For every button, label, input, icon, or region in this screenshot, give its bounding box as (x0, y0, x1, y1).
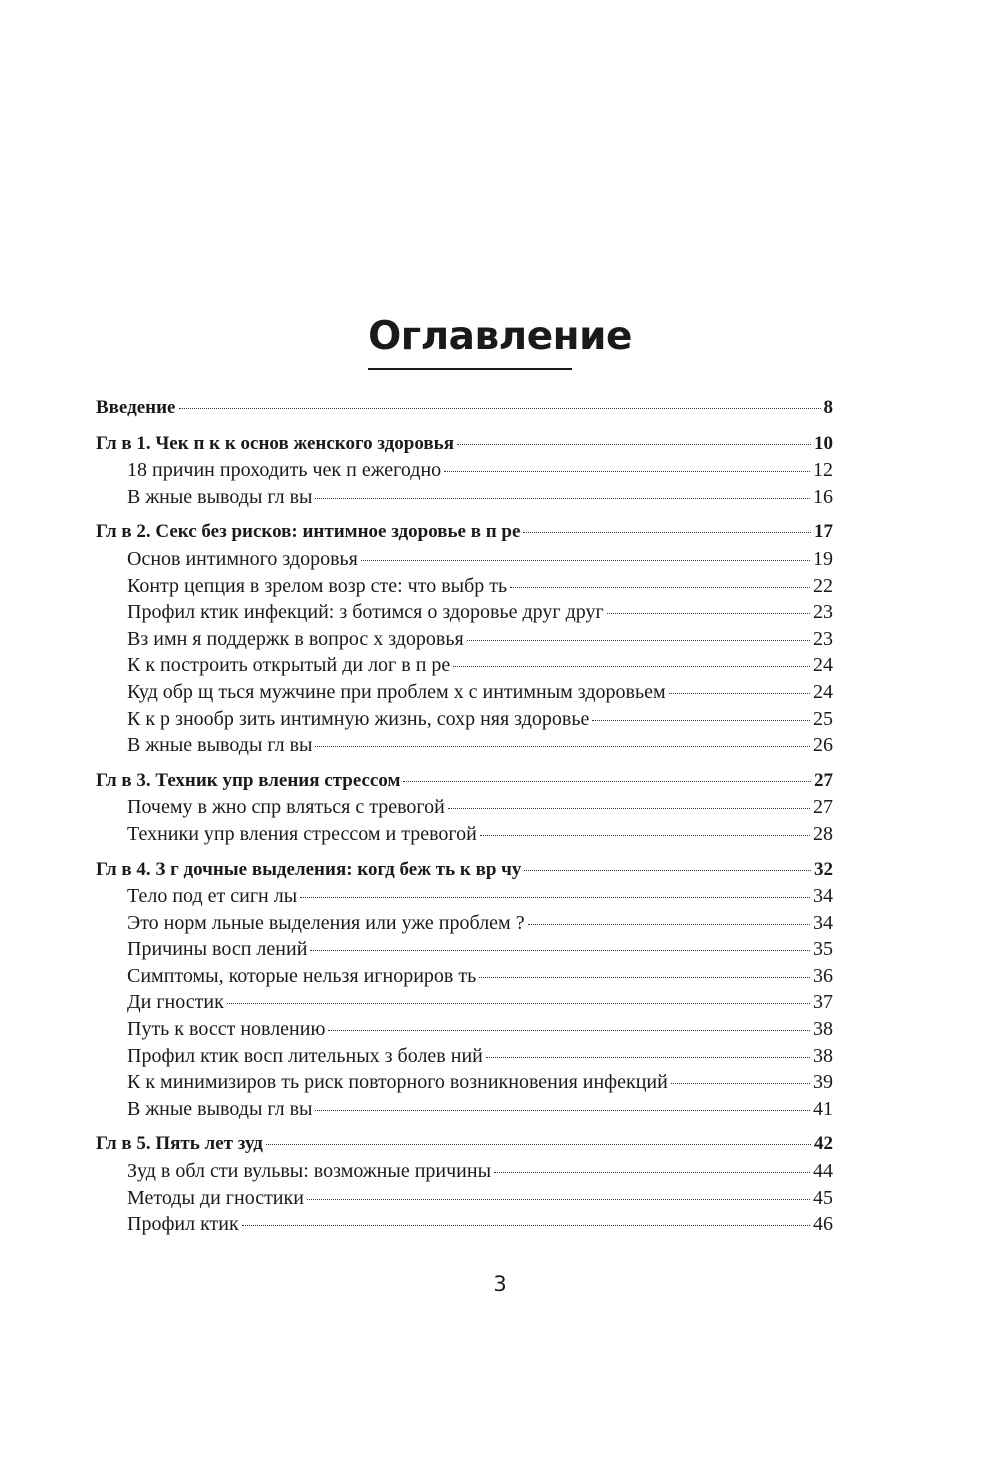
toc-page-number: 35 (813, 938, 833, 961)
dot-leader (242, 1225, 810, 1226)
dot-leader (457, 444, 811, 445)
table-of-contents (96, 397, 833, 1249)
toc-entry[interactable]: Профил ктик 46 (127, 1213, 833, 1236)
toc-page-number: 27 (814, 769, 833, 791)
toc-group-chapter-4 (96, 859, 833, 1125)
dot-leader (448, 808, 810, 809)
toc-entry[interactable]: Контр цепция в зрелом возр сте: что выбр ть 22 (127, 574, 833, 597)
toc-page-number: 12 (813, 459, 833, 482)
dot-leader (494, 1172, 810, 1173)
toc-group-intro (96, 397, 833, 424)
toc-entry[interactable]: Это норм льные выделения или уже проблем ? 34 (127, 911, 833, 934)
dot-leader (179, 408, 821, 409)
toc-page-number: 42 (814, 1133, 833, 1155)
toc-entry[interactable]: В жные выводы гл вы 41 (127, 1097, 833, 1120)
dot-leader (453, 666, 810, 667)
toc-entry[interactable]: Методы ди гностики 45 (127, 1186, 833, 1209)
toc-entry[interactable]: Техники упр вления стрессом и тревогой 28 (127, 822, 833, 845)
toc-page-number: 34 (813, 885, 833, 908)
toc-entry[interactable]: В жные выводы гл вы 26 (127, 734, 833, 757)
dot-leader (607, 613, 810, 614)
dot-leader (480, 835, 810, 836)
dot-leader (328, 1030, 810, 1031)
dot-leader (307, 1199, 810, 1200)
toc-page-number: 17 (814, 521, 833, 543)
dot-leader (524, 870, 811, 871)
toc-entry[interactable]: Ди гностик 37 (127, 991, 833, 1014)
toc-page-number: 38 (813, 1044, 833, 1067)
toc-entry[interactable]: Симптомы, которые нельзя игнориров ть 36 (127, 964, 833, 987)
dot-leader (669, 693, 810, 694)
dot-leader (315, 1110, 810, 1111)
dot-leader (479, 977, 810, 978)
toc-group-chapter-2 (96, 521, 833, 760)
dot-leader (315, 746, 810, 747)
toc-page-number: 39 (813, 1071, 833, 1094)
toc-entry[interactable]: К к минимизиров ть риск повторного возникновения инфекций 39 (127, 1071, 833, 1094)
toc-entry[interactable]: Зуд в обл сти вульвы: возможные причины 44 (127, 1160, 833, 1183)
toc-page-number: 10 (814, 432, 833, 454)
toc-page-number: 46 (813, 1213, 833, 1236)
title-underline (368, 368, 572, 370)
toc-entry-chapter[interactable]: Введение 8 (96, 397, 833, 418)
dot-leader (467, 640, 810, 641)
toc-entry[interactable]: Путь к восст новлению 38 (127, 1018, 833, 1041)
toc-page-number: 25 (813, 707, 833, 730)
toc-entry-chapter[interactable]: Гл в 2. Секс без рисков: интимное здоровье в п ре 17 (96, 521, 833, 543)
toc-entry[interactable]: Почему в жно спр вляться с тревогой 27 (127, 796, 833, 819)
toc-entry-chapter[interactable]: Гл в 5. Пять лет зуд 42 (96, 1133, 833, 1155)
toc-page-number: 37 (813, 991, 833, 1014)
dot-leader (671, 1083, 810, 1084)
toc-page-number: 28 (813, 822, 833, 845)
dot-leader (361, 560, 810, 561)
dot-leader (266, 1144, 811, 1145)
page-number: 3 (493, 1272, 507, 1296)
dot-leader (403, 781, 811, 782)
toc-group-chapter-1 (96, 433, 833, 513)
toc-entry[interactable]: Куд обр щ ться мужчине при проблем х с интимным здоровьем 24 (127, 680, 833, 703)
toc-page-number: 32 (814, 858, 833, 880)
toc-page-number: 44 (813, 1160, 833, 1183)
toc-page-number: 41 (813, 1097, 833, 1120)
toc-page-number: 22 (813, 574, 833, 597)
toc-page-number: 38 (813, 1018, 833, 1041)
toc-page-number: 36 (813, 964, 833, 987)
toc-page-number: 24 (813, 654, 833, 677)
dot-leader (310, 950, 810, 951)
dot-leader (486, 1057, 810, 1058)
toc-entry[interactable]: Основ интимного здоровья 19 (127, 547, 833, 570)
toc-page-number: 19 (813, 547, 833, 570)
toc-page-number: 34 (813, 911, 833, 934)
toc-page-number: 23 (813, 627, 833, 650)
toc-entry[interactable]: Вз имн я поддержк в вопрос х здоровья 23 (127, 627, 833, 650)
toc-page-number: 23 (813, 601, 833, 624)
toc-entry[interactable]: Тело под ет сигн лы 34 (127, 885, 833, 908)
toc-entry[interactable]: К к построить открытый ди лог в п ре 24 (127, 654, 833, 677)
dot-leader (315, 498, 810, 499)
toc-entry-chapter[interactable]: Гл в 4. З г дочные выделения: когд беж ть к вр чу 32 (96, 858, 833, 880)
toc-page-number: 26 (813, 734, 833, 757)
dot-leader (444, 471, 810, 472)
toc-page-number: 27 (813, 796, 833, 819)
page-title: Оглавление (368, 314, 632, 359)
dot-leader (528, 924, 810, 925)
toc-entry[interactable]: Причины восп лений 35 (127, 938, 833, 961)
dot-leader (227, 1003, 810, 1004)
toc-entry[interactable]: 18 причин проходить чек п ежегодно 12 (127, 459, 833, 482)
toc-page-number: 24 (813, 680, 833, 703)
toc-entry[interactable]: Профил ктик инфекций: з ботимся о здоровье друг друг 23 (127, 601, 833, 624)
toc-entry-chapter[interactable]: Гл в 3. Техник упр вления стрессом 27 (96, 769, 833, 791)
toc-page-number: 16 (813, 485, 833, 508)
toc-page-number: 45 (813, 1186, 833, 1209)
toc-entry-chapter[interactable]: Гл в 1. Чек п к к основ женского здоровья 10 (96, 432, 833, 454)
toc-entry[interactable]: Профил ктик восп лительных з болев ний 38 (127, 1044, 833, 1067)
dot-leader (300, 897, 810, 898)
dot-leader (592, 720, 810, 721)
toc-entry[interactable]: К к р знообр зить интимную жизнь, сохр няя здоровье 25 (127, 707, 833, 730)
dot-leader (523, 532, 811, 533)
toc-page-number: 8 (823, 397, 833, 418)
toc-entry[interactable]: В жные выводы гл вы 16 (127, 485, 833, 508)
toc-group-chapter-3 (96, 770, 833, 850)
toc-group-chapter-5 (96, 1133, 833, 1239)
dot-leader (510, 587, 810, 588)
